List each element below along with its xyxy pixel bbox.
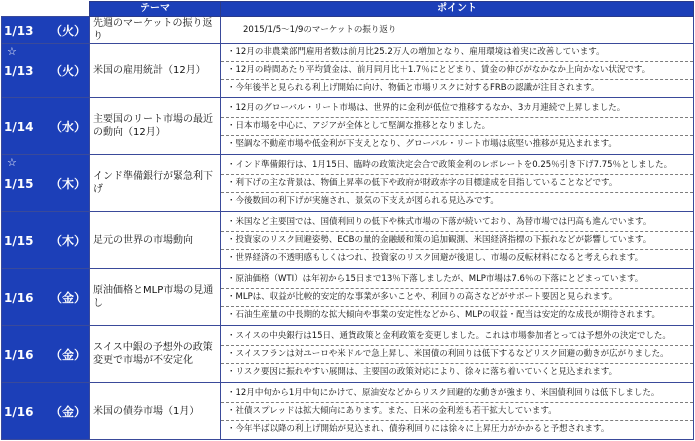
date-text: 1/14 (4, 119, 34, 134)
point-item: ・今年半ば以降の利上げ開始が見込まれ、債券利回りには徐々に上昇圧力がかかると予想されます。 (227, 423, 610, 434)
table-row (2, 212, 694, 269)
point-cell (221, 155, 694, 212)
point-cell (221, 326, 694, 383)
table-row (2, 269, 694, 326)
table-row (2, 155, 694, 212)
point-item: ・石油生産量の中長期的な拡大傾向や事業の安定性などから、MLPの収益・配当は安定的な成長が期待されます。 (227, 309, 661, 320)
theme-cell: 足元の世界の市場動向 (90, 212, 221, 269)
theme-cell: スイス中銀の予想外の政策変更で市場が不安定化 (90, 326, 221, 383)
report-table-container (1, 1, 693, 439)
table-row (2, 98, 694, 155)
theme-cell: インド準備銀行が緊急利下げ (90, 155, 221, 212)
point-item: ・利下げの主な背景は、物価上昇率の低下や政府が財政赤字の目標達成を目指していることなどです。 (221, 175, 693, 193)
date-text: 1/16 (4, 347, 34, 362)
point-item: ・社債スプレッドは拡大傾向にあります。また、日米の金利差も若干拡大しています。 (221, 403, 693, 421)
header-theme: テーマ (90, 2, 221, 17)
weekday-text: （木） (50, 233, 87, 248)
header-blank (2, 2, 90, 17)
point-item: ・今後数回の利下げが実施され、景気の下支えが図られる見込みです。 (227, 195, 499, 206)
weekday-text: （木） (50, 176, 87, 191)
point-item: ・スイスの中央銀行は15日、通貨政策と金利政策を変更しました。これは市場参加者とっては予想外の決定でした。 (221, 328, 693, 346)
point-cell (221, 98, 694, 155)
point-item: 2015/1/5～1/9のマーケットの振り返り (243, 25, 397, 35)
point-item: ・12月のグローバル・リート市場は、世界的に金利が低位で推移するなか、3カ月連続で上昇しました。 (221, 100, 693, 118)
report-table (1, 1, 694, 440)
star-icon: ☆ (7, 45, 17, 58)
table-row (2, 326, 694, 383)
point-item: ・日本市場を中心に、アジアが全体として堅調な推移となりました。 (221, 118, 693, 136)
point-cell (221, 44, 694, 98)
theme-cell: 原油価格とMLP市場の見通し (90, 269, 221, 326)
date-text: 1/15 (4, 233, 34, 248)
header-point: ポイント (221, 2, 694, 17)
date-cell (2, 98, 90, 155)
weekday-text: （火） (50, 64, 87, 78)
point-item: ・12月の非農業部門雇用者数は前月比25.2万人の増加となり、雇用環境は着実に改善しています。 (221, 44, 693, 62)
weekday-text: （金） (50, 347, 87, 362)
theme-cell: 米国の雇用統計（12月） (90, 44, 221, 98)
weekday-text: （火） (50, 23, 87, 38)
theme-cell: 先週のマーケットの振り返り (90, 17, 221, 44)
date-text: 1/13 (4, 23, 34, 38)
date-cell (2, 269, 90, 326)
theme-cell: 主要国のリート市場の最近の動向（12月） (90, 98, 221, 155)
point-cell (221, 269, 694, 326)
date-text: 1/15 (4, 176, 34, 191)
point-cell (221, 212, 694, 269)
weekday-text: （金） (50, 290, 87, 305)
point-item: ・12月中旬から1月中旬にかけて、原油安などからリスク回避的な動きが強まり、米国債利回りは低下しました。 (221, 385, 693, 403)
date-text: 1/13 (4, 64, 34, 78)
point-item: ・今年後半と見られる利上げ開始に向け、物価と市場リスクに対するFRBの認識が注目されます。 (227, 83, 600, 93)
star-icon: ☆ (7, 156, 17, 169)
point-item: ・インド準備銀行は、1月15日、臨時の政策決定会合で政策金利のレポレートを0.25％引き下げ7.75％としました。 (221, 157, 693, 175)
table-row (2, 383, 694, 440)
point-item: ・12月の時間あたり平均賃金は、前月同月比＋1.7％にとどまり、賃金の伸びがなかなか上向かない状況です。 (221, 62, 693, 80)
date-cell (2, 326, 90, 383)
date-text: 1/16 (4, 290, 34, 305)
point-item: ・投資家のリスク回避姿勢、ECBの量的金融緩和策の追加観測、米国経済指標の下振れなどが影響しています。 (221, 232, 693, 250)
point-cell (221, 17, 694, 44)
point-item: ・堅調な不動産市場や低金利が下支えとなり、グローバル・リート市場は底堅い推移が見込まれます。 (227, 138, 617, 149)
date-cell (2, 44, 90, 98)
point-item: ・スイスフランは対ユーロや米ドルで急上昇し、米国債の利回りは低下するなどリスク回避の動きが広がりました。 (221, 346, 693, 364)
date-cell (2, 155, 90, 212)
point-item: ・MLPは、収益が比較的安定的な事業が多いことや、利回りの高さなどがサポート要因と見られます。 (221, 289, 693, 307)
point-cell (221, 383, 694, 440)
table-row (2, 44, 694, 98)
weekday-text: （水） (50, 119, 87, 134)
date-text: 1/16 (4, 404, 34, 419)
header-row (2, 2, 694, 17)
theme-cell: 米国の債券市場（1月） (90, 383, 221, 440)
date-cell (2, 383, 90, 440)
point-item: ・原油価格（WTI）は年初から15日まで13％下落しましたが、MLP市場は7.6％の下落にとどまっています。 (221, 271, 693, 289)
date-cell (2, 17, 90, 44)
point-item: ・リスク要因に振れやすい展開は、主要国の政策対応により、徐々に落ち着いていくと見込まれます。 (227, 366, 618, 377)
date-cell (2, 212, 90, 269)
table-row (2, 17, 694, 44)
point-item: ・世界経済の不透明感もしくはつれ、投資家のリスク回避が後退し、市場の反転材料になると考えられます。 (227, 252, 644, 263)
point-item: ・米国など主要国では、国債利回りの低下や株式市場の下落が続いており、為替市場では円高も進んでいます。 (221, 214, 693, 232)
weekday-text: （金） (50, 404, 87, 419)
